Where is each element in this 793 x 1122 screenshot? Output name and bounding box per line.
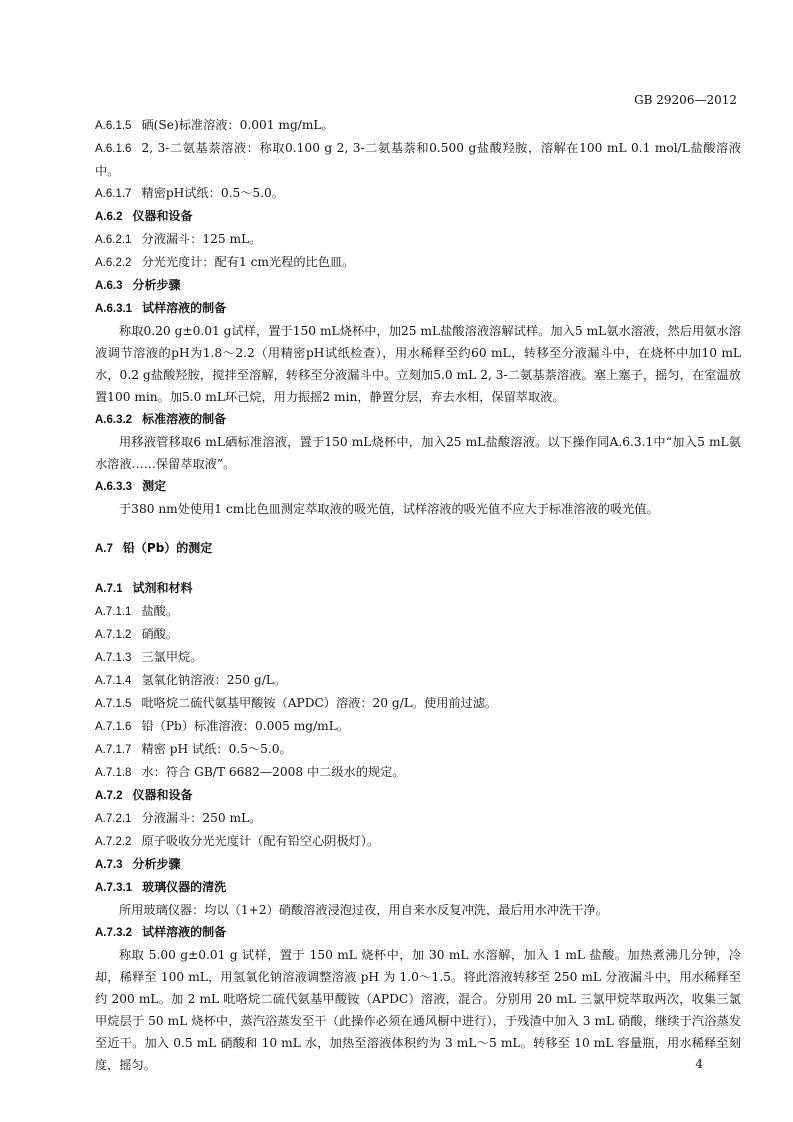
clause-number: A.7.3 <box>95 859 123 871</box>
document-body <box>95 114 741 1076</box>
clause-a7-2-2 <box>95 830 741 853</box>
clause-number: A.7.1.3 <box>95 652 132 664</box>
clause-text: 分液漏斗：250 mL。 <box>141 811 262 825</box>
heading-text: 试样溶液的制备 <box>142 925 227 939</box>
clause-number: A.6.1.7 <box>95 188 132 200</box>
clause-text: 硝酸。 <box>141 627 179 641</box>
clause-a7-1-4 <box>95 669 741 692</box>
heading-a6-3 <box>95 274 741 297</box>
standard-number-header: GB 29206—2012 <box>634 93 737 107</box>
clause-number: A.7.1.1 <box>95 606 132 618</box>
clause-number: A.7.2.1 <box>95 813 132 825</box>
paragraph-lead-sample-prep: 称取 5.00 g±0.01 g 试样，置于 150 mL 烧杯中，加 30 mL 水溶解，加入 1 mL 盐酸。加热煮沸几分钟，冷却，稀释至 100 mL，用氢氧化钠溶液调整溶液 pH 为 1.0～1.5。将此溶液转移至 250 mL 分液漏斗中，用水稀释至约 200 mL。加 2 mL 吡咯烷二硫代氨基甲酸铵（APDC）溶液，混合。分别用 20 mL 三氯甲烷萃取两次，收集三氯甲烷层于 50 mL 烧杯中，蒸汽浴蒸发至干（此操作必须在通风橱中进行），于残渣中加入 3 mL 硝酸，继续于汽浴蒸发至近干。加入 0.5 mL 硝酸和 10 mL 水，加热至溶液体积约为 3 mL～5 mL。转移至 10 mL 容量瓶，用水稀释至刻度，摇匀。 <box>95 948 741 1072</box>
clause-text: 原子吸收分光光度计（配有铅空心阴极灯）。 <box>141 834 380 848</box>
clause-number: A.6.1.6 <box>95 143 132 155</box>
clause-number: A.7 <box>95 543 113 555</box>
heading-a6-3-3 <box>95 475 741 498</box>
paragraph-measurement: 于380 nm处使用1 cm比色皿测定萃取液的吸光值，试样溶液的吸光值不应大于标准溶液的吸光值。 <box>119 502 659 516</box>
clause-number: A.7.1 <box>95 583 123 595</box>
paragraph-sample-prep: 称取0.20 g±0.01 g试样，置于150 mL烧杯中，加25 mL盐酸溶液溶解试样。加入5 mL氨水溶液，然后用氨水溶液调节溶液的pH为1.8～2.2（用精密pH试纸检查），用水稀释至约60 mL，转移至分液漏斗中，在烧杯中加10 mL水，0.2 g盐酸羟胺，搅拌至溶解，转移至分液漏斗中。立刻加5.0 mL 2, 3-二氨基萘溶液。塞上塞子，摇匀，在室温放置100 min。加5.0 mL环己烷，用力振摇2 min，静置分层，弃去水相，保留萃取液。 <box>95 324 741 404</box>
clause-text: 氢氧化钠溶液：250 g/L。 <box>141 673 287 687</box>
clause-a7-1-6 <box>95 715 741 738</box>
clause-number: A.6.3.3 <box>95 481 133 493</box>
clause-number: A.7.3.1 <box>95 882 133 894</box>
clause-text: 硒(Se)标准溶液：0.001 mg/mL。 <box>141 118 334 132</box>
heading-text: 仪器和设备 <box>132 788 193 802</box>
heading-text: 铅（Pb）的测定 <box>122 541 213 555</box>
heading-text: 试样溶液的制备 <box>142 301 227 315</box>
clause-number: A.6.1.5 <box>95 120 132 132</box>
clause-text: 吡咯烷二硫代氨基甲酸铵（APDC）溶液：20 g/L。使用前过滤。 <box>141 696 498 710</box>
clause-text: 三氯甲烷。 <box>141 650 203 664</box>
clause-a6-1-5 <box>95 114 741 137</box>
heading-text: 测定 <box>142 479 167 493</box>
clause-number: A.7.1.7 <box>95 744 132 756</box>
heading-a7-3 <box>95 853 741 876</box>
clause-number: A.6.3 <box>95 280 123 292</box>
spacer <box>95 560 741 577</box>
clause-number: A.7.1.5 <box>95 698 132 710</box>
clause-a7-1-7 <box>95 738 741 761</box>
clause-a7-1-2 <box>95 623 741 646</box>
clause-a7-1-8 <box>95 761 741 784</box>
spacer <box>95 520 741 537</box>
clause-number: A.7.1.2 <box>95 629 132 641</box>
clause-text: 精密pH试纸：0.5～5.0。 <box>141 186 284 200</box>
heading-text: 玻璃仪器的清洗 <box>142 880 227 894</box>
clause-text: 分光光度计：配有1 cm光程的比色皿。 <box>141 255 355 269</box>
clause-number: A.6.3.1 <box>95 303 133 315</box>
clause-number: A.7.1.6 <box>95 721 132 733</box>
heading-a7 <box>95 537 741 560</box>
paragraph-standard-prep: 用移液管移取6 mL硒标准溶液，置于150 mL烧杯中，加入25 mL盐酸溶液。以下操作同A.6.3.1中“加入5 mL氨水溶液……保留萃取液”。 <box>95 435 741 471</box>
clause-text: 水：符合 GB/T 6682—2008 中二级水的规定。 <box>141 765 405 779</box>
heading-text: 分析步骤 <box>132 278 181 292</box>
clause-number: A.7.2.2 <box>95 836 132 848</box>
heading-text: 仪器和设备 <box>132 209 193 223</box>
clause-text: 精密 pH 试纸：0.5～5.0。 <box>141 742 292 756</box>
paragraph-glassware-cleaning: 所用玻璃仪器：均以（1+2）硝酸溶液浸泡过夜，用自来水反复冲洗，最后用水冲洗干净。 <box>119 903 608 917</box>
clause-text: 分液漏斗：125 mL。 <box>141 232 262 246</box>
heading-text: 标准溶液的制备 <box>142 412 227 426</box>
clause-a6-1-7 <box>95 182 741 205</box>
clause-text: 铅（Pb）标准溶液：0.005 mg/mL。 <box>141 719 350 733</box>
heading-text: 分析步骤 <box>132 857 181 871</box>
clause-a7-1-5 <box>95 692 741 715</box>
clause-number: A.7.3.2 <box>95 927 133 939</box>
page-number: 4 <box>695 1057 703 1071</box>
clause-number: A.7.1.8 <box>95 767 132 779</box>
clause-text: 2, 3-二氨基萘溶液：称取0.100 g 2, 3-二氨基萘和0.500 g盐酸羟胺，溶解在100 mL 0.1 mol/L盐酸溶液中。 <box>95 141 741 178</box>
heading-a7-2 <box>95 784 741 807</box>
clause-a6-2-2 <box>95 251 741 274</box>
clause-number: A.7.2 <box>95 790 123 802</box>
clause-a7-2-1 <box>95 807 741 830</box>
clause-number: A.6.2.2 <box>95 257 132 269</box>
clause-a6-1-6 <box>95 137 741 182</box>
clause-a7-1-3 <box>95 646 741 669</box>
heading-a6-2 <box>95 205 741 228</box>
clause-text: 盐酸。 <box>141 604 179 618</box>
clause-number: A.6.2 <box>95 211 123 223</box>
heading-a7-1 <box>95 577 741 600</box>
heading-a6-3-2 <box>95 408 741 431</box>
clause-number: A.6.2.1 <box>95 234 132 246</box>
clause-a7-1-1 <box>95 600 741 623</box>
heading-a7-3-2 <box>95 921 741 944</box>
heading-text: 试剂和材料 <box>132 581 193 595</box>
clause-number: A.7.1.4 <box>95 675 132 687</box>
heading-a6-3-1 <box>95 297 741 320</box>
clause-a6-2-1 <box>95 228 741 251</box>
clause-number: A.6.3.2 <box>95 414 133 426</box>
heading-a7-3-1 <box>95 876 741 899</box>
